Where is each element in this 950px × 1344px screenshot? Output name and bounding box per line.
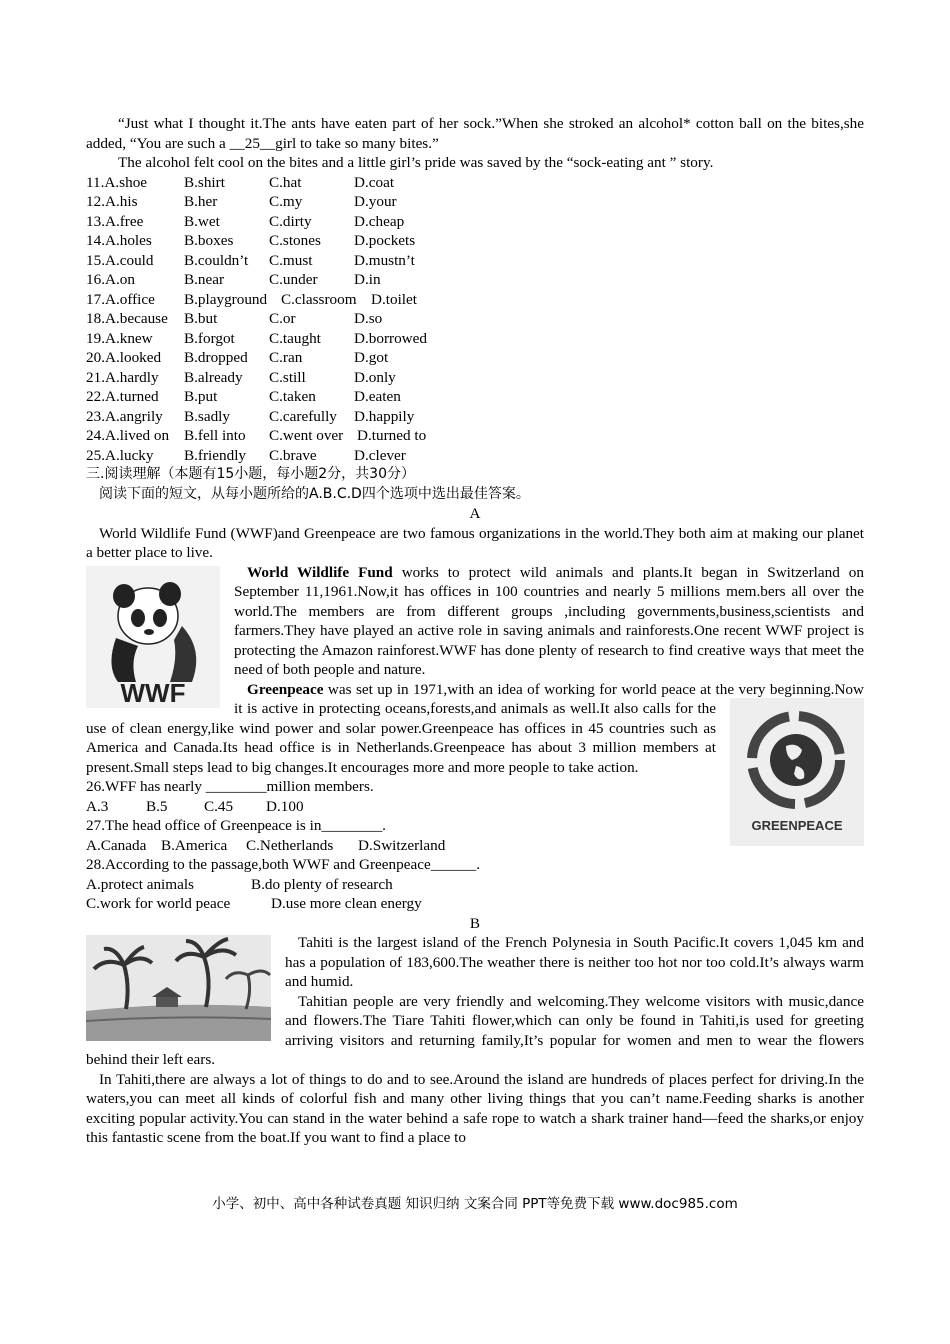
q26-option-a: A.3 [86,797,109,815]
cloze-option-c: C.brave [269,446,317,464]
cloze-option-row [86,368,864,388]
cloze-option-row [86,251,864,271]
story-end-paragraph-1: “Just what I thought it.The ants have eaten part of her sock.”When she stroked an alcohol* cotton ball on the bites,she added, “You are such a __25__girl to take so many bites.” [86,115,864,152]
cloze-option-c: C.or [269,310,296,327]
question-28-options-1 [86,875,864,895]
cloze-option-c: C.ran [269,349,303,366]
cloze-option-row [86,173,864,193]
story-end-paragraph-2: The alcohol felt cool on the bites and a little girl’s pride was saved by the “sock-eating ant ” story. [118,154,714,171]
cloze-option-a: 16.A.on [86,271,135,288]
cloze-option-row [86,329,864,349]
cloze-option-b: B.wet [184,212,220,230]
question-28-options-2 [86,894,864,914]
cloze-option-a: 19.A.knew [86,329,153,347]
cloze-option-a: 14.A.holes [86,232,152,249]
svg-text:WWF: WWF [120,677,186,708]
cloze-option-b: B.couldn’t [184,251,249,269]
cloze-option-c: C.still [269,368,306,386]
cloze-option-row [86,212,864,232]
cloze-option-row [86,192,864,212]
cloze-option-row [86,231,864,251]
cloze-option-c: C.must [269,251,313,269]
cloze-option-b: B.her [184,193,218,210]
cloze-option-d: D.happily [354,407,415,425]
question-28: 28.According to the passage,both WWF and Greenpeace______. [86,856,481,873]
cloze-option-b: B.friendly [184,446,247,464]
cloze-option-a: 24.A.lived on [86,427,170,444]
cloze-option-row [86,348,864,368]
cloze-option-d: D.in [354,271,381,288]
cloze-option-a: 22.A.turned [86,388,159,405]
cloze-option-c: C.classroom [281,290,357,308]
cloze-option-d: D.your [354,193,397,210]
q26-option-d: D.100 [266,797,304,815]
cloze-option-d: D.only [354,368,396,386]
wwf-panda-logo [86,566,220,708]
cloze-option-row [86,446,864,466]
passage-a-label: A [469,505,481,522]
q28-option-b: B.do plenty of research [251,875,393,893]
cloze-option-b: B.boxes [184,232,234,249]
q26-option-b: B.5 [146,797,168,815]
greenpeace-logo [730,698,864,846]
svg-text:GREENPEACE: GREENPEACE [751,817,843,833]
cloze-option-row [86,407,864,427]
earth-recycle-icon [730,698,864,846]
cloze-option-b: B.put [184,388,218,405]
cloze-option-b: B.dropped [184,349,248,366]
q28-option-c: C.work for world peace [86,895,231,912]
cloze-option-c: C.stones [269,232,321,249]
cloze-option-b: B.already [184,368,243,386]
cloze-option-a: 23.A.angrily [86,407,163,425]
cloze-option-c: C.under [269,271,318,288]
cloze-option-row [86,270,864,290]
cloze-option-c: C.hat [269,173,302,191]
cloze-option-row [86,426,864,446]
cloze-option-d: D.cheap [354,212,405,230]
palm-tree-icon [86,935,271,1041]
cloze-option-b: B.fell into [184,427,246,444]
cloze-option-a: 11.A.shoe [86,173,148,191]
cloze-option-a: 17.A.office [86,290,155,308]
question-27-options [86,836,716,856]
panda-icon [86,566,220,708]
section-3-instruction: 阅读下面的短文，从每小题所给的A.B.C.D四个选项中选出最佳答案。 [99,485,530,502]
cloze-option-c: C.taken [269,388,316,405]
cloze-option-d: D.eaten [354,388,401,405]
cloze-option-c: C.my [269,193,303,210]
document-page [86,114,864,1148]
cloze-option-a: 13.A.free [86,212,144,230]
greenpeace-text: was set up in 1971,with an idea of working for world peace at the very beginning.Now it is active in protecting oceans,forests,and animals as well.It also calls for the use of clean energy,like wind power and solar power.Greenpeace has offices in 45 countries such as America and Canada.Its head office is in Netherlands.Greenpeace has about 3 million members at present.Small steps lead to big changes.It encourages more and more people to take action. [86,680,864,776]
cloze-option-row [86,387,864,407]
q28-option-d: D.use more clean energy [271,895,422,912]
cloze-option-a: 25.A.lucky [86,446,154,464]
cloze-option-a: 20.A.looked [86,349,162,366]
cloze-option-d: D.toilet [371,290,417,308]
q28-option-a: A.protect animals [86,875,194,893]
cloze-option-c: C.carefully [269,407,337,425]
q27-option-a: A.Canada [86,836,147,854]
cloze-options-list [86,173,864,466]
section-3-heading: 三.阅读理解（本题有15小题，每小题2分，共30分） [86,466,415,482]
passage-b-label: B [469,914,481,932]
cloze-option-b: B.playground [184,290,268,308]
cloze-option-a: 12.A.his [86,193,138,210]
cloze-option-b: B.shirt [184,173,225,191]
page-footer: 小学、初中、高中各种试卷真题 知识归纳 文案合同 PPT等免费下载 www.doc985.com [212,1196,738,1212]
cloze-option-d: D.coat [354,173,395,191]
tahiti-beach-picture [86,935,271,1041]
wwf-title: World Wildlife Fund [247,563,393,581]
cloze-option-b: B.forgot [184,329,235,347]
cloze-option-d: D.pockets [354,232,416,249]
cloze-option-c: C.went over [269,427,344,444]
question-27: 27.The head office of Greenpeace is in________. [86,817,386,834]
cloze-option-b: B.near [184,271,225,288]
cloze-option-c: C.taught [269,329,321,347]
passage-b-paragraph-2: Tahitian people are very friendly and welcoming.They welcome visitors with music,dance and flowers.The Tiare Tahiti flower,which can only be found in Tahiti,is used for greeting arriving visitors and returning family,It’s popular for women and men to wear the flowers behind their left ears. [86,992,864,1068]
passage-b-paragraph-1: Tahiti is the largest island of the French Polynesia in South Pacific.It covers 1,045 km and has a population of 183,600.The weather there is neither too hot nor too cold.It’s always warm and humid. [285,934,864,990]
passage-b-paragraph-3: In Tahiti,there are always a lot of things to do and to see.Around the island are hundreds of places perfect for driving.In the waters,you can meet all kinds of colorful fish and many other living things that you can’t name.Feeding sharks is another exciting popular activity.You can stand in the water behind a safe rope to watch a shark trainer hand—feed the sharks,or enjoy this fantastic scene from the boat.If you want to find a place to [86,1070,864,1146]
cloze-option-d: D.clever [354,446,406,464]
cloze-option-d: D.mustn’t [354,251,415,269]
cloze-option-b: B.but [184,310,218,327]
q27-option-b: B.America [161,836,228,854]
cloze-option-d: D.turned to [357,427,427,444]
cloze-option-a: 15.A.could [86,251,154,269]
cloze-option-c: C.dirty [269,212,312,230]
cloze-option-row [86,290,864,310]
greenpeace-title: Greenpeace [247,680,324,698]
q27-option-c: C.Netherlands [246,836,334,854]
cloze-option-d: D.got [354,349,389,366]
cloze-option-d: D.borrowed [354,329,427,347]
q27-option-d: D.Switzerland [358,836,446,854]
q26-option-c: C.45 [204,797,234,815]
cloze-option-a: 18.A.because [86,310,168,327]
cloze-option-b: B.sadly [184,407,230,425]
question-26: 26.WFF has nearly ________million members. [86,778,374,795]
cloze-option-d: D.so [354,310,383,327]
question-26-options [86,797,716,817]
passage-a-intro: World Wildlife Fund (WWF)and Greenpeace are two famous organizations in the world.They both aim at making our planet a better place to live. [86,524,864,561]
cloze-option-a: 21.A.hardly [86,368,159,386]
cloze-option-row [86,309,864,329]
wwf-text: works to protect wild animals and plants.It began in Switzerland on September 11,1961.Now,it has offices in 100 countries and nearly 5 millions mem.bers all over the world.The members are from different groups ,including governments,business,scientists and farmers.They have played an active role in saving animals and rainforests.One recent WWF project is protecting the Amazon rainforest.WWF has done plenty of research to find creative ways that meet the need of both people and nature. [234,563,864,678]
